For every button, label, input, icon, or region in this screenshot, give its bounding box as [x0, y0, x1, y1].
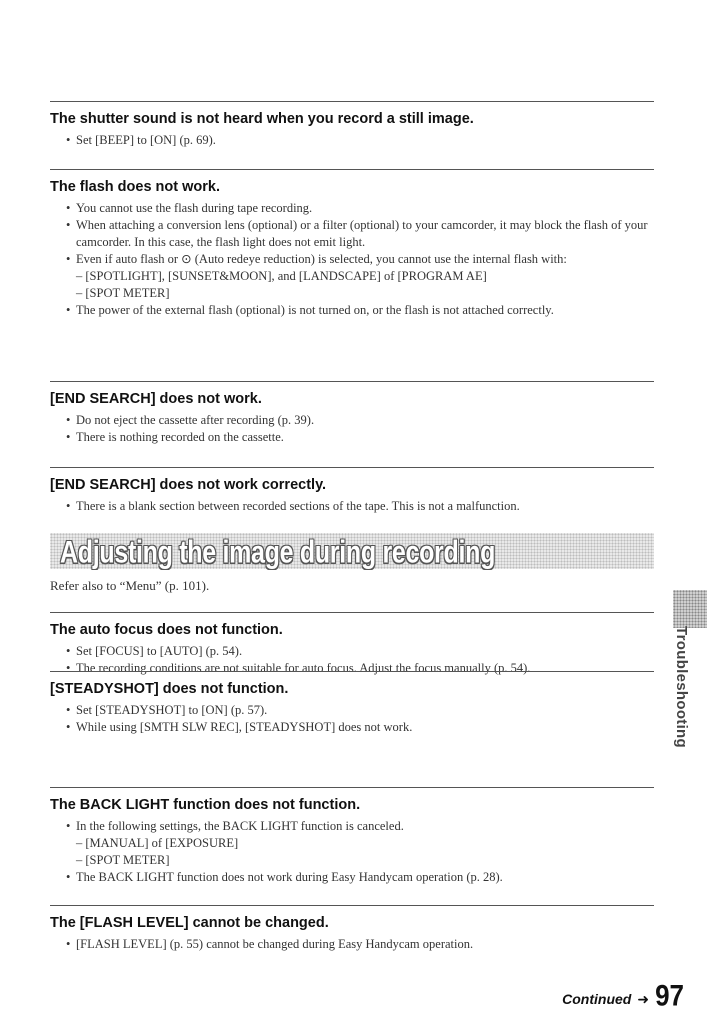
side-tab	[673, 626, 704, 748]
section-shutter-sound	[50, 101, 654, 149]
refer-note: Refer also to “Menu” (p. 101).	[50, 578, 210, 593]
page-footer	[562, 977, 684, 1013]
list-item: • Set [FOCUS] to [AUTO] (p. 54).	[66, 644, 243, 658]
list-item: • The power of the external flash (optional) is not turned on, or the flash is not attached correctly.	[66, 303, 554, 317]
section-heading: The auto focus does not function.	[50, 622, 283, 638]
list-item: • Set [STEADYSHOT] to [ON] (p. 57).	[66, 703, 268, 717]
side-tab-label: Troubleshooting	[673, 626, 690, 748]
continued-label: Continued	[562, 991, 632, 1007]
list-item: • There is nothing recorded on the cassette.	[66, 430, 284, 444]
section-flash	[50, 169, 654, 319]
section-heading: [STEADYSHOT] does not function.	[50, 681, 289, 697]
list-item: • The recording conditions are not suitable for auto focus. Adjust the focus manually (p. 54).	[66, 661, 531, 675]
section-back-light	[50, 787, 654, 886]
section-divider	[50, 612, 654, 613]
banner-title: Adjusting the image during recording	[60, 535, 496, 570]
sub-item: – [SPOT METER]	[76, 286, 170, 300]
section-heading: The [FLASH LEVEL] cannot be changed.	[50, 915, 329, 931]
section-heading: [END SEARCH] does not work.	[50, 391, 262, 407]
section-divider	[50, 671, 654, 672]
section-auto-focus	[50, 612, 654, 677]
list-item: • The BACK LIGHT function does not work during Easy Handycam operation (p. 28).	[66, 870, 503, 884]
side-tab-marker	[673, 590, 707, 628]
chapter-banner	[50, 533, 654, 569]
section-flash-level	[50, 905, 654, 953]
list-item: • Do not eject the cassette after recording (p. 39).	[66, 413, 315, 427]
list-item: • Set [BEEP] to [ON] (p. 69).	[66, 133, 216, 147]
sub-item: – [SPOT METER]	[76, 853, 170, 867]
section-heading: The shutter sound is not heard when you record a still image.	[50, 111, 474, 127]
list-item: • There is a blank section between recorded sections of the tape. This is not a malfunction.	[66, 499, 520, 513]
section-divider	[50, 787, 654, 788]
sub-item: – [MANUAL] of [EXPOSURE]	[76, 836, 239, 850]
section-divider	[50, 381, 654, 382]
section-divider	[50, 169, 654, 170]
section-heading: The BACK LIGHT function does not function.	[50, 797, 361, 813]
section-divider	[50, 905, 654, 906]
sub-item: – [SPOTLIGHT], [SUNSET&MOON], and [LANDSCAPE] of [PROGRAM AE]	[76, 269, 487, 283]
list-item: • When attaching a conversion lens (optional) or a filter (optional) to your camcorder, it may block the flash of your camcorder. In this case, the flash light does not emit light.	[66, 218, 648, 249]
list-item: • You cannot use the flash during tape recording.	[66, 201, 313, 215]
section-divider	[50, 101, 654, 102]
section-end-search-correctly	[50, 467, 654, 515]
page-number: 97	[655, 977, 684, 1013]
continued-arrow-icon: ➜	[637, 992, 650, 1008]
section-end-search	[50, 381, 654, 446]
section-steadyshot	[50, 671, 654, 736]
list-item: • Even if auto flash or ⊙ (Auto redeye reduction) is selected, you cannot use the internal flash with:	[66, 252, 567, 266]
list-item: • [FLASH LEVEL] (p. 55) cannot be changed during Easy Handycam operation.	[66, 937, 474, 951]
list-item: • While using [SMTH SLW REC], [STEADYSHOT] does not work.	[66, 720, 413, 734]
list-item: • In the following settings, the BACK LIGHT function is canceled.	[66, 819, 404, 833]
section-heading: [END SEARCH] does not work correctly.	[50, 477, 327, 493]
section-heading: The flash does not work.	[50, 179, 220, 195]
section-divider	[50, 467, 654, 468]
